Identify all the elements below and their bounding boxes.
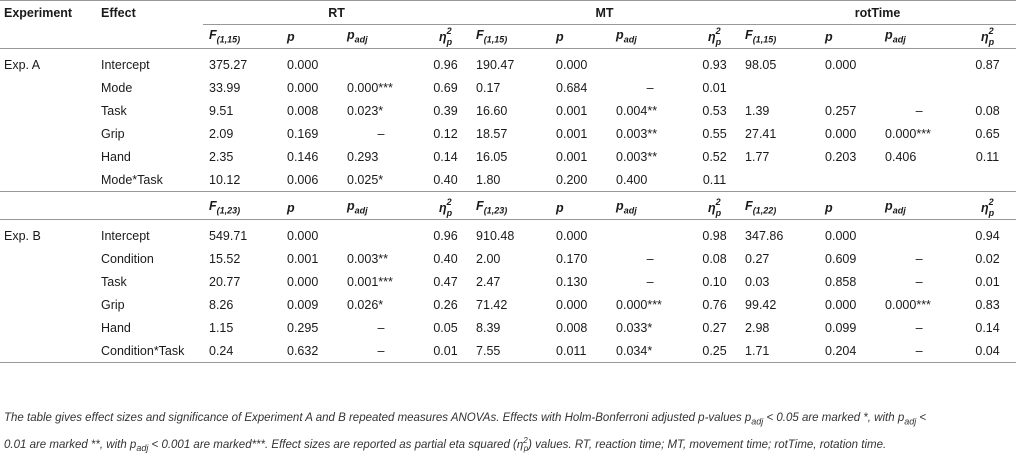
rot-eta-cell: 0.04 [975, 343, 1000, 358]
rt-f-cell: 0.24 [209, 343, 234, 358]
header-group-rottime: rotTime [739, 1, 1016, 25]
rot-p-cell: 0.099 [825, 320, 857, 335]
mt-eta-cell: 0.98 [702, 228, 727, 243]
rot-padj-cell: 0.000*** [885, 297, 931, 312]
effect-cell: Task [101, 274, 127, 289]
rot-f-cell: 0.27 [745, 251, 770, 266]
subheader-padj: $p_{adj}$ [347, 199, 368, 216]
rot-f-cell: 0.03 [745, 274, 770, 289]
rot-p-cell: 0.203 [825, 149, 857, 164]
mt-eta-cell: 0.52 [702, 149, 727, 164]
rt-p-cell: 0.009 [287, 297, 319, 312]
mt-padj-cell: 0.000*** [616, 297, 662, 312]
rt-padj-cell: 0.293 [347, 149, 379, 164]
rot-f-cell [739, 168, 819, 192]
effect-cell: Grip [101, 126, 125, 141]
header-experiment: Experiment [4, 5, 73, 20]
rot-p-cell: 0.000 [825, 57, 857, 72]
rot-eta-cell: 0.87 [975, 57, 1000, 72]
header-group-rt: RT [203, 1, 470, 25]
mt-padj-cell [610, 224, 690, 247]
rot-f-cell: 347.86 [745, 228, 784, 243]
mt-padj-cell: 0.034* [616, 343, 653, 358]
subheader-p: p [287, 29, 295, 44]
rot-f-cell: 99.42 [745, 297, 777, 312]
mt-f-cell: 71.42 [476, 297, 508, 312]
subheader-p: p [287, 200, 295, 215]
table-row [0, 293, 1016, 316]
mt-padj-cell: 0.003** [616, 126, 658, 141]
rot-f-cell: 2.98 [745, 320, 770, 335]
rt-f-cell: 8.26 [209, 297, 234, 312]
mt-f-cell: 7.55 [476, 343, 501, 358]
subheader-f: $F_{(1,15)}$ [209, 28, 241, 45]
subheader-eta: $\eta^2_p$ [980, 197, 995, 218]
effect-cell: Grip [101, 297, 125, 312]
mt-padj-cell: 0.003** [616, 149, 658, 164]
mt-eta-cell: 0.25 [702, 343, 727, 358]
mt-f-cell: 0.17 [476, 80, 501, 95]
rot-f-cell: 1.77 [745, 149, 770, 164]
rot-p-cell: 0.609 [825, 251, 857, 266]
rot-padj-cell [879, 53, 959, 76]
rot-f-cell: 27.41 [745, 126, 777, 141]
subheader-padj: $p_{adj}$ [616, 28, 637, 45]
table-row [0, 224, 1016, 247]
mt-padj-cell: 0.033* [616, 320, 653, 335]
rt-f-cell: 2.35 [209, 149, 234, 164]
mt-p-cell: 0.000 [556, 297, 588, 312]
rt-padj-cell [341, 53, 421, 76]
subheader-eta: $\eta^2_p$ [980, 26, 995, 47]
mt-p-cell: 0.200 [556, 172, 588, 187]
experiment-label: Exp. A [4, 57, 41, 72]
rt-f-cell: 9.51 [209, 103, 234, 118]
rt-eta-cell: 0.47 [433, 274, 458, 289]
subheader-f: $F_{(1,23)}$ [209, 199, 241, 216]
rt-p-cell: 0.169 [287, 126, 319, 141]
mt-padj-cell: – [646, 274, 654, 289]
rot-p-cell: 0.204 [825, 343, 857, 358]
header-group-mt: MT [470, 1, 739, 25]
rt-padj-cell [341, 224, 421, 247]
rt-f-cell: 33.99 [209, 80, 241, 95]
mt-p-cell: 0.001 [556, 103, 588, 118]
rot-f-cell: 1.39 [745, 103, 770, 118]
subheader-eta: $\eta^2_p$ [438, 197, 453, 218]
table-row [0, 99, 1016, 122]
subheader-p: p [556, 200, 564, 215]
rot-eta-cell: 0.02 [975, 251, 1000, 266]
rt-f-cell: 549.71 [209, 228, 248, 243]
rt-padj-cell: – [377, 343, 385, 358]
rot-eta-cell: 0.08 [975, 103, 1000, 118]
rot-padj-cell: – [915, 274, 923, 289]
rot-padj-cell: – [915, 103, 923, 118]
mt-eta-cell: 0.93 [702, 57, 727, 72]
effect-cell: Hand [101, 320, 131, 335]
rt-padj-cell: – [377, 320, 385, 335]
rt-p-cell: 0.008 [287, 103, 319, 118]
table-row [0, 339, 1016, 363]
mt-f-cell: 16.60 [476, 103, 508, 118]
rot-padj-cell: – [915, 320, 923, 335]
header-effect: Effect [101, 5, 136, 20]
subheader-padj: $p_{adj}$ [347, 28, 368, 45]
rot-padj-cell [879, 76, 959, 99]
table-row [0, 145, 1016, 168]
subheader-eta: $\eta^2_p$ [438, 26, 453, 47]
rot-p-cell: 0.000 [825, 228, 857, 243]
rt-f-cell: 375.27 [209, 57, 248, 72]
rt-padj-cell: 0.023* [347, 103, 384, 118]
subheader-eta: $\eta^2_p$ [707, 26, 722, 47]
rt-p-cell: 0.006 [287, 172, 319, 187]
table-row [0, 76, 1016, 99]
mt-padj-cell: – [646, 80, 654, 95]
rt-padj-cell: 0.026* [347, 297, 384, 312]
mt-f-cell: 8.39 [476, 320, 501, 335]
rot-eta-cell: 0.11 [975, 149, 1000, 164]
effect-cell: Intercept [101, 228, 150, 243]
rot-padj-cell: – [915, 343, 923, 358]
mt-eta-cell: 0.11 [702, 172, 727, 187]
subheader-row-b [0, 196, 1016, 220]
rt-p-cell: 0.000 [287, 228, 319, 243]
rot-eta-cell [959, 76, 1016, 99]
rt-padj-cell: 0.001*** [347, 274, 393, 289]
mt-p-cell: 0.008 [556, 320, 588, 335]
mt-eta-cell: 0.55 [702, 126, 727, 141]
mt-padj-cell [610, 53, 690, 76]
rot-f-cell [739, 76, 819, 99]
rt-p-cell: 0.000 [287, 274, 319, 289]
mt-padj-cell: 0.004** [616, 103, 658, 118]
rot-f-cell: 1.71 [745, 343, 770, 358]
subheader-padj: $p_{adj}$ [616, 199, 637, 216]
rot-p-cell [819, 168, 879, 192]
rt-f-cell: 15.52 [209, 251, 241, 266]
subheader-f: $F_{(1,22)}$ [745, 199, 777, 216]
rt-eta-cell: 0.69 [433, 80, 458, 95]
mt-f-cell: 18.57 [476, 126, 508, 141]
rt-padj-cell: – [377, 126, 385, 141]
mt-p-cell: 0.001 [556, 126, 588, 141]
table-caption: The table gives effect sizes and significance of Experiment A and B repeated measures ANOVAs. Effects with Holm-Bonferroni adjusted p-values $p_{adj} < 0.05$ are marked *, with $p_{adj}$ < 0.01 are marked **, with $p_{adj} < 0.001$ are marked***. Effect sizes are reported as partial eta squared $(\eta^2_p)$ values. RT, reaction time; MT, movement time; rotTime, rotation time. [4, 412, 927, 454]
mt-f-cell: 1.80 [476, 172, 501, 187]
rot-eta-cell: 0.14 [975, 320, 1000, 335]
subheader-padj: $p_{adj}$ [885, 199, 906, 216]
mt-padj-cell: – [646, 251, 654, 266]
mt-p-cell: 0.000 [556, 228, 588, 243]
table-row [0, 53, 1016, 76]
rt-p-cell: 0.000 [287, 80, 319, 95]
rt-f-cell: 2.09 [209, 126, 234, 141]
effect-cell: Task [101, 103, 127, 118]
subheader-p: p [556, 29, 564, 44]
experiment-label: Exp. B [4, 228, 41, 243]
rt-eta-cell: 0.40 [433, 251, 458, 266]
subheader-row-a [0, 25, 1016, 49]
rot-eta-cell: 0.94 [975, 228, 1000, 243]
effect-cell: Hand [101, 149, 131, 164]
rt-eta-cell: 0.12 [433, 126, 458, 141]
table-row [0, 168, 1016, 192]
rt-eta-cell: 0.26 [433, 297, 458, 312]
mt-eta-cell: 0.76 [702, 297, 727, 312]
effect-cell: Intercept [101, 57, 150, 72]
rt-eta-cell: 0.39 [433, 103, 458, 118]
rt-padj-cell: 0.000*** [347, 80, 393, 95]
rot-padj-cell: – [915, 251, 923, 266]
table-row [0, 247, 1016, 270]
table-row [0, 316, 1016, 339]
mt-f-cell: 2.47 [476, 274, 501, 289]
rt-eta-cell: 0.96 [433, 57, 458, 72]
table-row [0, 270, 1016, 293]
rt-p-cell: 0.632 [287, 343, 319, 358]
rt-p-cell: 0.146 [287, 149, 319, 164]
rt-p-cell: 0.001 [287, 251, 319, 266]
rt-f-cell: 1.15 [209, 320, 234, 335]
mt-eta-cell: 0.27 [702, 320, 727, 335]
rt-f-cell: 10.12 [209, 172, 241, 187]
rt-eta-cell: 0.96 [433, 228, 458, 243]
rot-p-cell: 0.000 [825, 297, 857, 312]
rot-padj-cell: 0.000*** [885, 126, 931, 141]
rot-p-cell [819, 76, 879, 99]
subheader-f: $F_{(1,23)}$ [476, 199, 508, 216]
rot-p-cell: 0.858 [825, 274, 857, 289]
rot-eta-cell: 0.83 [975, 297, 1000, 312]
mt-eta-cell: 0.53 [702, 103, 727, 118]
mt-eta-cell: 0.01 [702, 80, 727, 95]
mt-f-cell: 16.05 [476, 149, 508, 164]
mt-p-cell: 0.011 [556, 343, 587, 358]
rot-p-cell: 0.257 [825, 103, 857, 118]
rot-padj-cell [879, 168, 959, 192]
effect-cell: Condition*Task [101, 343, 185, 358]
rot-eta-cell: 0.01 [975, 274, 1000, 289]
subheader-f: $F_{(1,15)}$ [745, 28, 777, 45]
subheader-eta: $\eta^2_p$ [707, 197, 722, 218]
rot-padj-cell: 0.406 [885, 149, 917, 164]
mt-eta-cell: 0.08 [702, 251, 727, 266]
effect-cell: Mode [101, 80, 133, 95]
rt-eta-cell: 0.05 [433, 320, 458, 335]
rt-padj-cell: 0.003** [347, 251, 389, 266]
rot-eta-cell [959, 168, 1016, 192]
subheader-p: p [825, 200, 833, 215]
mt-f-cell: 2.00 [476, 251, 501, 266]
table-row [0, 122, 1016, 145]
rt-padj-cell: 0.025* [347, 172, 384, 187]
mt-p-cell: 0.000 [556, 57, 588, 72]
rt-eta-cell: 0.40 [433, 172, 458, 187]
subheader-p: p [825, 29, 833, 44]
rot-f-cell: 98.05 [745, 57, 777, 72]
mt-p-cell: 0.684 [556, 80, 588, 95]
rt-eta-cell: 0.14 [433, 149, 458, 164]
mt-f-cell: 910.48 [476, 228, 515, 243]
rot-p-cell: 0.000 [825, 126, 857, 141]
mt-p-cell: 0.130 [556, 274, 588, 289]
mt-p-cell: 0.170 [556, 251, 588, 266]
header-row [0, 1, 1016, 25]
rot-eta-cell: 0.65 [975, 126, 1000, 141]
mt-f-cell: 190.47 [476, 57, 515, 72]
rt-eta-cell: 0.01 [433, 343, 458, 358]
rt-f-cell: 20.77 [209, 274, 241, 289]
subheader-padj: $p_{adj}$ [885, 28, 906, 45]
mt-eta-cell: 0.10 [702, 274, 727, 289]
rt-p-cell: 0.295 [287, 320, 319, 335]
effect-cell: Mode*Task [101, 172, 163, 187]
rot-padj-cell [879, 224, 959, 247]
rt-p-cell: 0.000 [287, 57, 319, 72]
mt-padj-cell: 0.400 [616, 172, 648, 187]
mt-p-cell: 0.001 [556, 149, 588, 164]
subheader-f: $F_{(1,15)}$ [476, 28, 508, 45]
effect-cell: Condition [101, 251, 154, 266]
